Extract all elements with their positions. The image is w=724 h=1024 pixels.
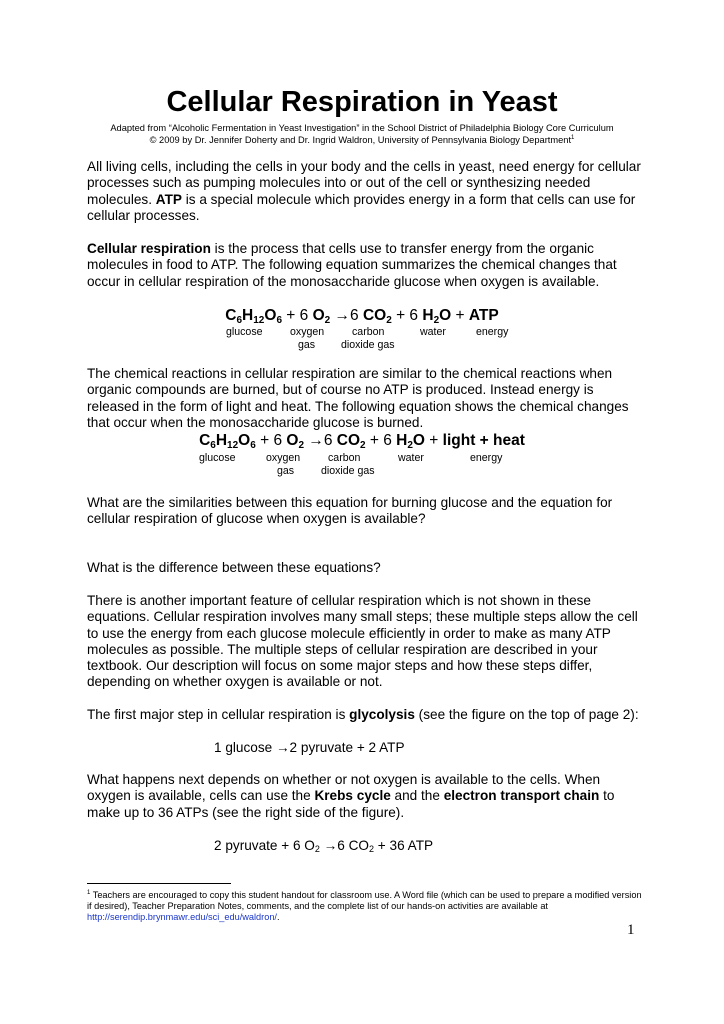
eq2-c: C <box>199 432 211 449</box>
eq1-plus-3: + <box>451 307 469 324</box>
krebs-paragraph <box>87 772 642 821</box>
eq2-o2-sub: 2 <box>298 440 305 451</box>
intro-paragraph <box>87 159 642 224</box>
eq2-plus-2: + 6 <box>365 432 397 449</box>
eq2-plus-1: + 6 <box>255 432 287 449</box>
footnote-link[interactable]: http://serendip.brynmawr.edu/sci_edu/waldron/ <box>87 912 277 923</box>
eq1-arrow: →6 <box>330 307 363 324</box>
krebs-equation <box>214 838 433 854</box>
krebs-eq-part-2: →6 CO <box>319 838 370 853</box>
eq2-product: light + heat <box>442 432 525 449</box>
krebs-text-2: to make up to 36 ATPs (see the right side of the figure). <box>87 788 615 820</box>
electron-transport-chain-term: electron transport chain <box>443 788 600 804</box>
eq2-h: H <box>215 432 228 449</box>
footnote-separator <box>87 883 231 884</box>
intro-text-1: All living cells, including the cells in your body and the cells in yeast, need energy for cellular processes such as pumping molecules into or out of the cell or synthesizing needed molecules. <box>87 159 641 207</box>
credit-line-1: Adapted from “Alcoholic Fermentation in Yeast Investigation” in the School District of Philadelphia Biology Core Curriculum <box>110 123 614 133</box>
eq1-label-glucose: glucose <box>226 326 263 338</box>
eq2-label-glucose: glucose <box>199 452 236 464</box>
eq1-label-water: water <box>420 326 446 338</box>
eq2-label-oxygen: oxygen <box>266 452 301 464</box>
krebs-text-1: What happens next depends on whether or not oxygen is available to the cells. When oxygen is available, cells can use the <box>87 772 601 804</box>
eq1-plus-2: + 6 <box>391 307 423 324</box>
cellular-respiration-paragraph <box>87 241 642 290</box>
footnote <box>87 888 642 923</box>
respiration-equation <box>0 307 724 325</box>
eq2-o2: O <box>286 432 299 449</box>
krebs-eq-part-3: + 36 ATP <box>374 838 434 853</box>
eq1-h: H <box>242 307 254 324</box>
eq1-h-sub: 12 <box>253 315 265 326</box>
eq2-co2-sub: 2 <box>360 440 366 451</box>
eq2-h2o-o: O <box>412 432 425 449</box>
eq1-co2-sub: 2 <box>386 315 392 326</box>
eq1-label-dioxide-gas: dioxide gas <box>341 339 395 351</box>
footnote-end: . <box>276 912 280 923</box>
feature-paragraph: There is another important feature of cellular respiration which is not shown in these equations. Cellular respiration involves many small steps; these multiple steps allow the cell to use the energy from each glucose molecule efficiently in order to make as many ATP molecules as possible. The multiple steps of cellular respiration are described in your textbook. Our description will focus on some major steps and how these steps differ, depending on whether oxygen is available or not. <box>87 593 638 690</box>
glycolysis-term: glycolysis <box>349 707 415 722</box>
eq2-h2o-h: H <box>396 432 408 449</box>
eq2-plus-3: + <box>424 432 443 449</box>
eq1-plus-1: + 6 <box>282 307 313 324</box>
eq2-label-carbon: carbon <box>328 452 361 464</box>
eq1-o2-sub: 2 <box>324 315 331 326</box>
eq1-label-energy: energy <box>476 326 509 338</box>
credit-footnote-mark: 1 <box>571 135 575 141</box>
eq1-label-oxygen-gas: gas <box>298 339 316 351</box>
intro-atp-term: ATP <box>155 191 182 207</box>
krebs-eq-sub-1: 2 <box>314 844 320 854</box>
krebs-eq-part-1: 2 pyruvate + 6 O <box>214 838 315 853</box>
eq2-o: O <box>238 432 251 449</box>
glycolysis-text-2: (see the figure on the top of page 2): <box>414 707 639 722</box>
glycolysis-equation: 1 glucose →2 pyruvate + 2 ATP <box>214 740 405 755</box>
eq1-h2o-o: O <box>439 307 452 324</box>
eq2-o-sub: 6 <box>250 440 256 451</box>
eq2-arrow: →6 <box>304 432 337 449</box>
cellular-respiration-term: Cellular respiration <box>87 241 211 256</box>
eq1-h2o-sub: 2 <box>433 315 440 326</box>
eq2-h-sub: 12 <box>227 440 239 451</box>
eq2-label-water: water <box>398 452 424 464</box>
page-number: 1 <box>627 922 635 938</box>
glycolysis-paragraph <box>87 707 642 723</box>
similarities-question: What are the similarities between this equation for burning glucose and the equation for cellular respiration of glucose when oxygen is available? <box>87 495 613 527</box>
burning-equation <box>0 432 724 450</box>
eq1-o: O <box>264 307 277 324</box>
eq1-o2: O <box>312 307 325 324</box>
eq2-c-sub: 6 <box>210 440 216 451</box>
cellular-respiration-text: is the process that cells use to transfer energy from the organic molecules in food to ATP. The following equation summarizes the chemical changes that occur in cellular respiration of the monosaccharide glucose when oxygen is available. <box>87 241 617 289</box>
eq1-c: C <box>225 307 237 324</box>
eq1-c-sub: 6 <box>236 315 243 326</box>
footnote-text: Teachers are encouraged to copy this student handout for classroom use. A Word file (which can be used to prepare a modified version if desired), Teacher Preparation Notes, comments, and the complete list of our hands-on activities are available at <box>87 890 642 912</box>
krebs-eq-sub-2: 2 <box>369 844 375 854</box>
page-title: Cellular Respiration in Yeast <box>166 86 558 118</box>
eq1-o-sub: 6 <box>276 315 282 326</box>
eq1-label-oxygen: oxygen <box>290 326 325 338</box>
credit-line-2 <box>0 133 724 145</box>
intro-text-2: is a special molecule which provides energy in a form that cells can use for cellular processes. <box>87 191 636 223</box>
eq1-label-carbon: carbon <box>352 326 385 338</box>
krebs-cycle-term: Krebs cycle <box>314 788 391 804</box>
glycolysis-text-1: The first major step in cellular respiration is <box>87 707 350 722</box>
eq2-h2o-sub: 2 <box>407 440 413 451</box>
eq2-label-energy: energy <box>470 452 503 464</box>
krebs-and: and the <box>390 788 444 804</box>
eq2-co2: CO <box>336 432 360 449</box>
eq1-co2: CO <box>362 307 387 324</box>
difference-question: What is the difference between these equations? <box>87 560 381 575</box>
eq2-label-dioxide-gas: dioxide gas <box>321 465 375 477</box>
burning-paragraph: The chemical reactions in cellular respiration are similar to the chemical reactions when organic compounds are burned, but of course no ATP is produced. Instead energy is released in the form of light and heat. The following equation shows the chemical changes that occur when the monosaccharide glucose is burned. <box>87 366 629 430</box>
eq2-label-oxygen-gas: gas <box>277 465 295 477</box>
eq1-h2o-h: H <box>422 307 434 324</box>
footnote-mark: 1 <box>87 890 91 896</box>
eq1-product: ATP <box>468 307 499 324</box>
credit-line-2-text: © 2009 by Dr. Jennifer Doherty and Dr. Ingrid Waldron, University of Pennsylvania Biology Department <box>149 135 572 146</box>
